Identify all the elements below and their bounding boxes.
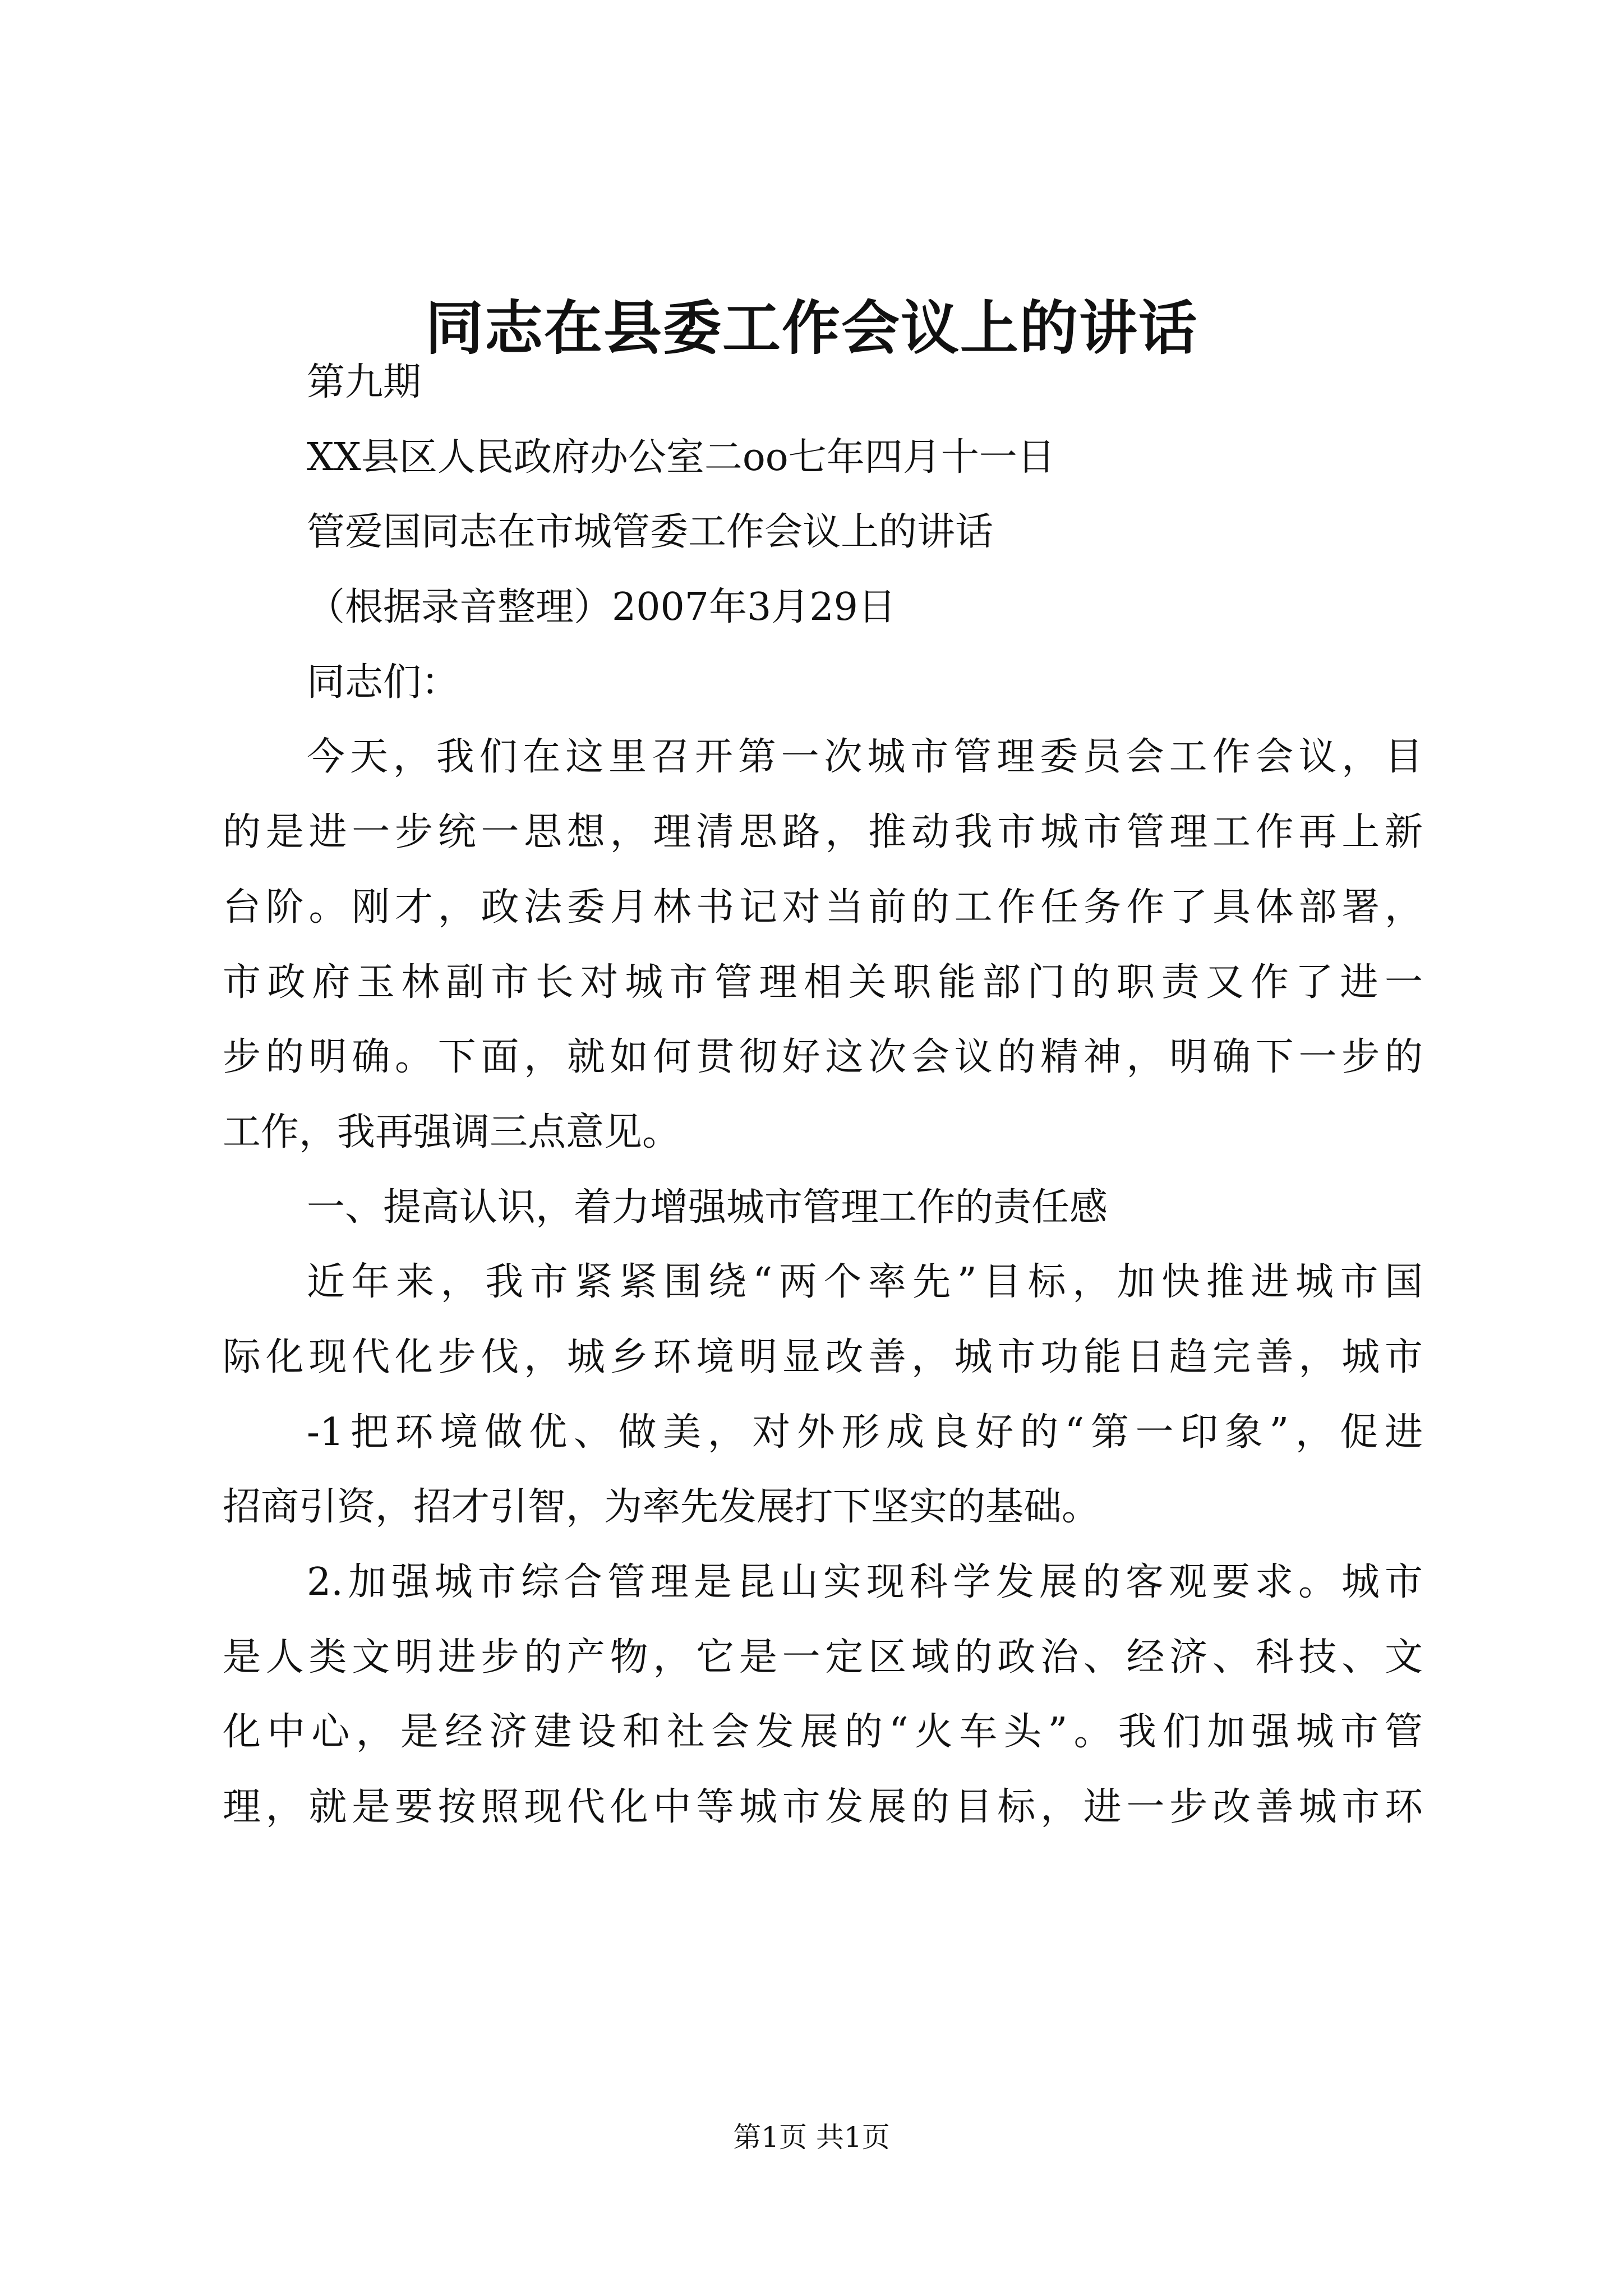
paragraph-line: 近年来，我市紧紧围绕“两个率先”目标，加快推进城市国 [307,1260,1423,1305]
paragraph-line: 的是进一步统一思想，理清思路，推动我市城市管理工作再上新 [223,810,1423,855]
paragraph-line: 工作，我再强调三点意见。 [223,1110,681,1154]
paragraph-line: 台阶。刚才，政法委月林书记对当前的工作任务作了具体部署， [223,885,1423,930]
salutation: 同志们： [307,660,460,705]
paragraph-line: 今天，我们在这里召开第一次城市管理委员会工作会议，目 [307,735,1423,780]
document-body [223,345,1423,1845]
paragraph-line: 步的明确。下面，就如何贯彻好这次会议的精神，明确下一步的 [223,1035,1423,1080]
paragraph-line: 市政府玉林副市长对城市管理相关职能部门的职责又作了进一 [223,960,1423,1005]
issuer-date-line: XX县区人民政府办公室二oo七年四月十一日 [307,435,1055,480]
issue-number: 第九期 [307,360,422,404]
paragraph-line: 是人类文明进步的产物，它是一定区域的政治、经济、科技、文 [223,1635,1423,1680]
document-title: 同志在县委工作会议上的讲话 [425,293,1198,362]
paragraph-line: 理，就是要按照现代化中等城市发展的目标，进一步改善城市环 [223,1785,1423,1830]
paragraph-line: 招商引资，招才引智，为率先发展打下坚实的基础。 [223,1485,1100,1530]
page-footer: 第1页 共1页 [733,2121,890,2154]
paragraph-line: 化中心，是经济建设和社会发展的“火车头”。我们加强城市管 [223,1710,1423,1755]
speech-heading: 管爱国同志在市城管委工作会议上的讲话 [307,510,994,555]
paragraph-line: -1把环境做优、做美，对外形成良好的“第一印象”，促进 [307,1410,1423,1455]
recording-note: （根据录音整理）2007年3月29日 [307,585,896,630]
section-heading: 一、提高认识，着力增强城市管理工作的责任感 [307,1185,1108,1230]
paragraph-line: 2.加强城市综合管理是昆山实现科学发展的客观要求。城市 [307,1560,1423,1604]
paragraph-line: 际化现代化步伐，城乡环境明显改善，城市功能日趋完善，城市 [223,1335,1423,1379]
